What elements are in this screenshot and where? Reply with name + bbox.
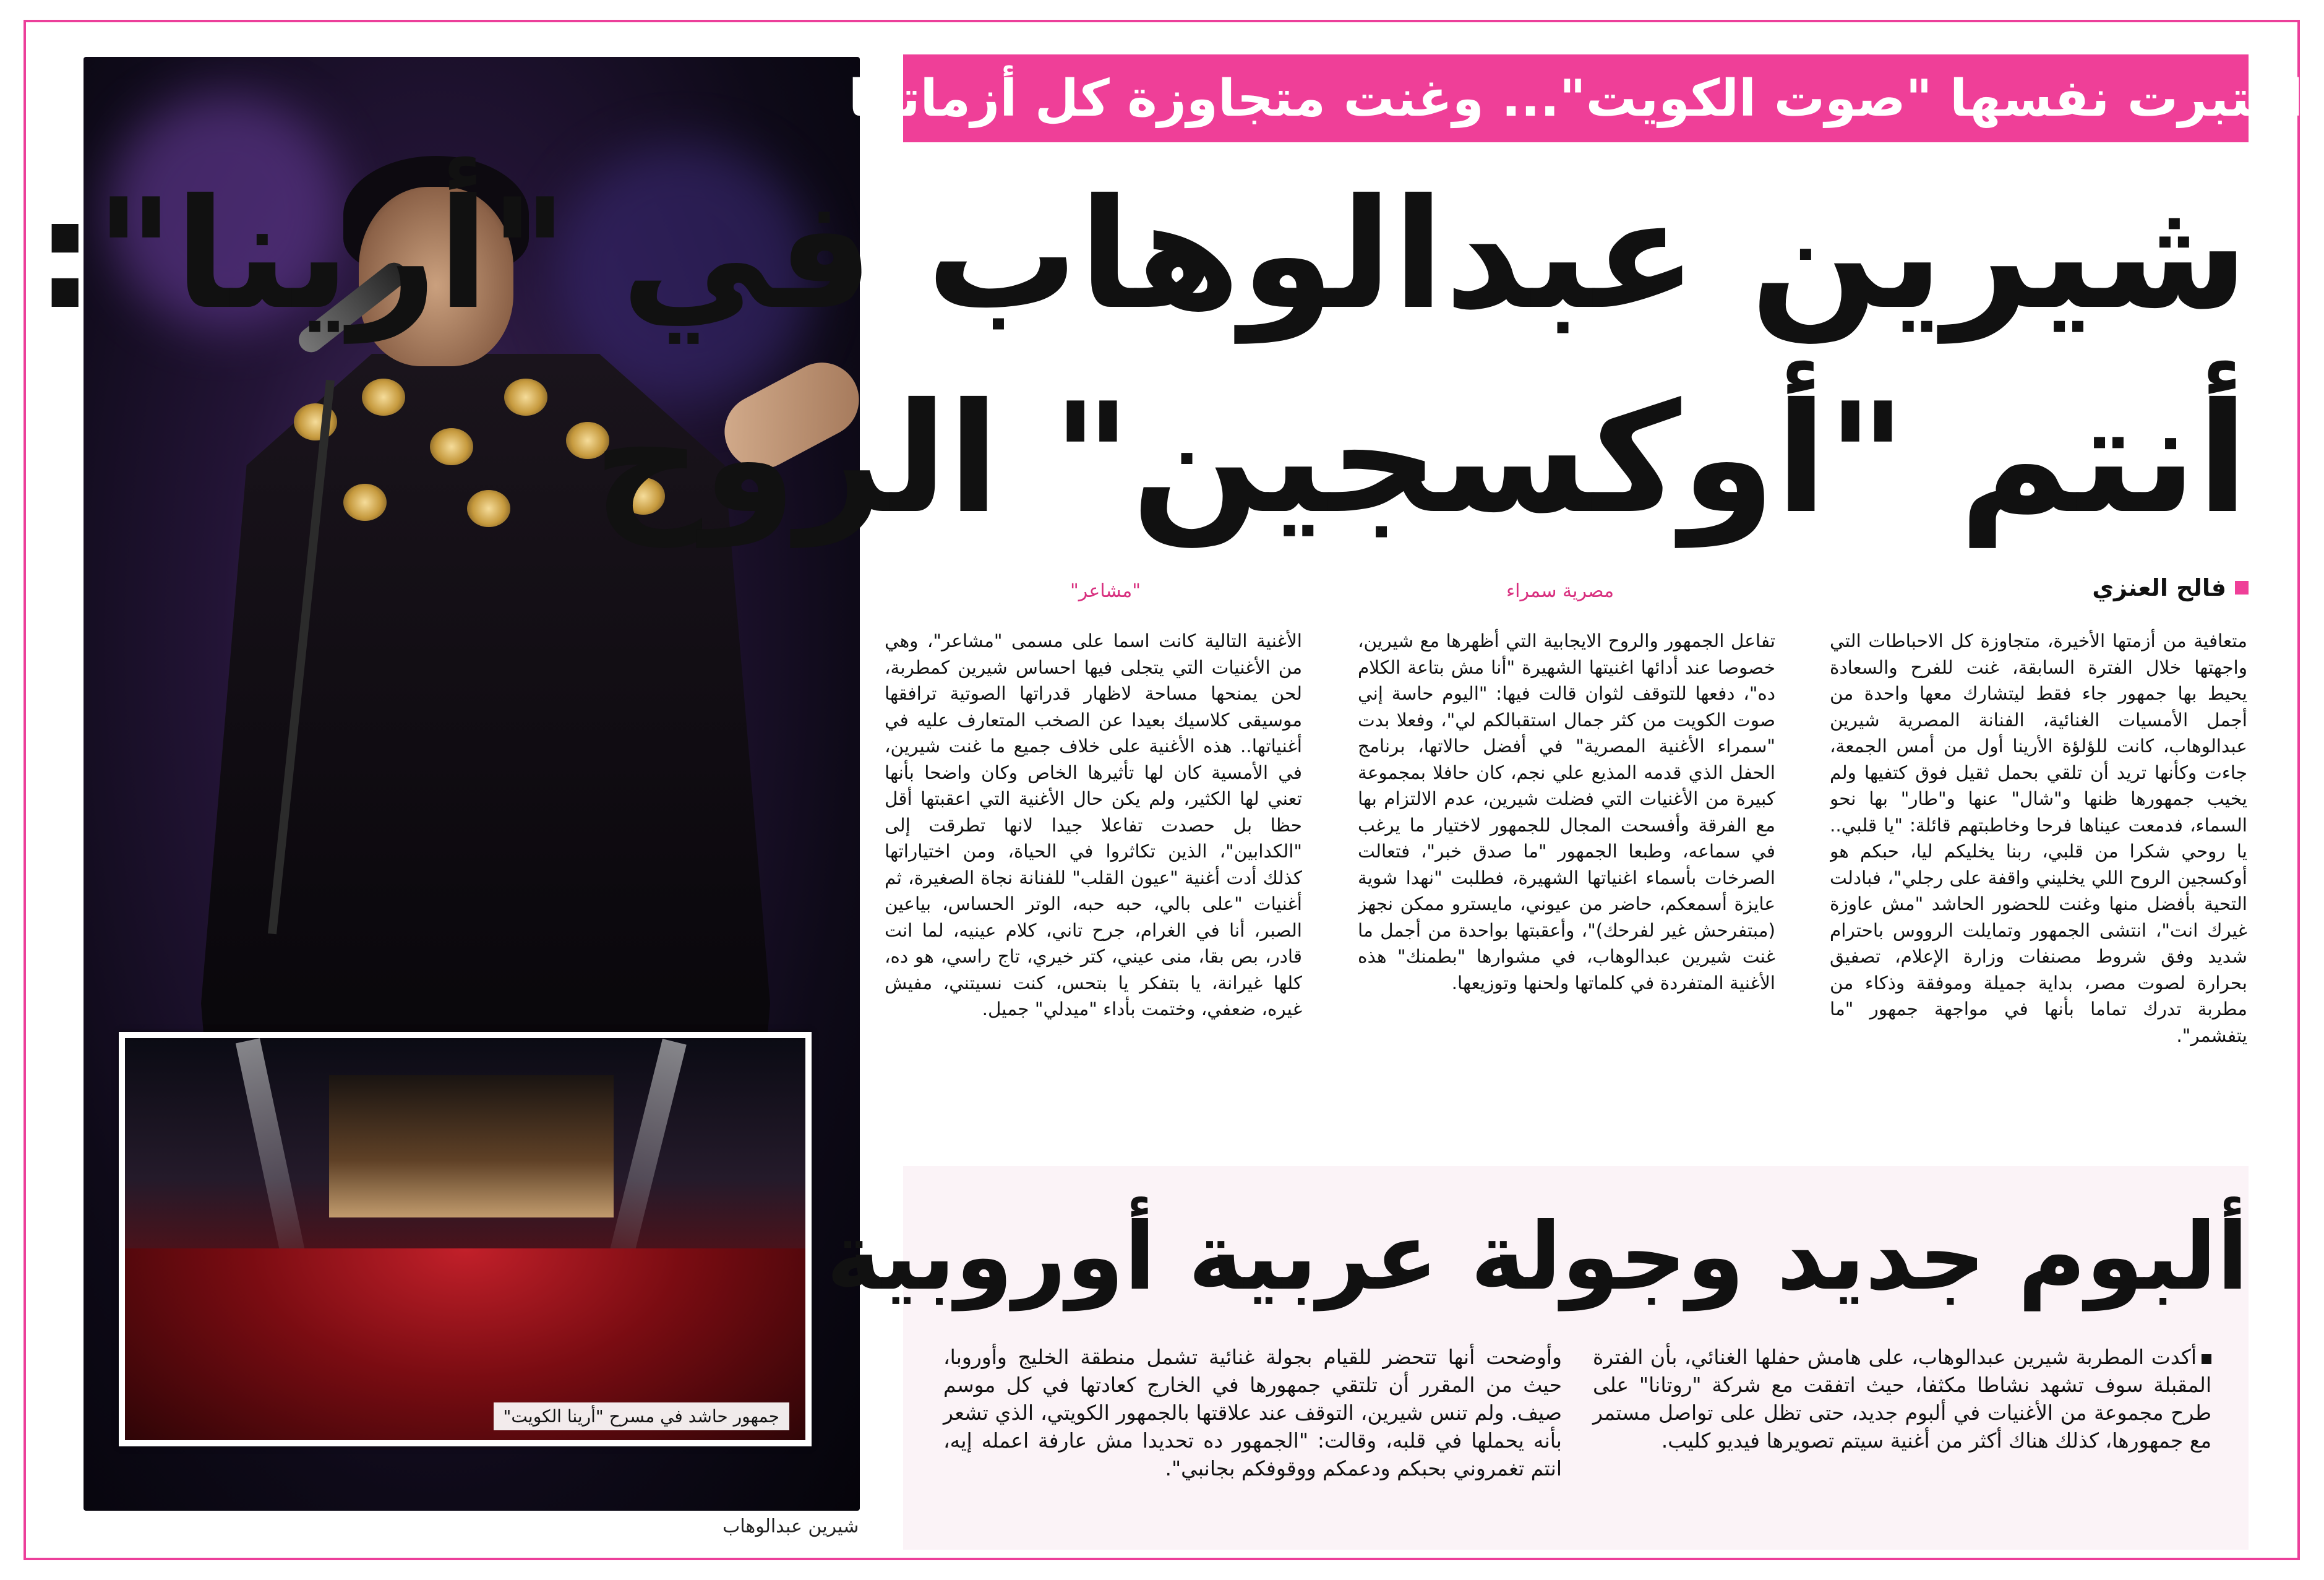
subheading-col3: "مشاعر" xyxy=(1070,580,1141,602)
photo-credit: شيرين عبدالوهاب xyxy=(722,1516,859,1537)
headline-line-2: أنتم "أوكسجين" الروح xyxy=(593,371,2249,547)
bullet-square-icon xyxy=(2202,1354,2211,1364)
dress-flower xyxy=(467,490,510,527)
article-column-3: الأغنية التالية كانت اسما على مسمى "مشاعر"، وهي من الأغنيات التي يتجلى فيها احساس شيرين كمطربة، لحن يمنحها مساحة لاظهار قدراتها الصوتية ترافقها موسيقى كلاسيك بعيدا عن الصخب المتعارف عليه في أغنياتها.. هذه الأغنية على خلاف جميع ما غنت شيرين، في الأمسية كان لها تأثيرها الخاص وكان واضحا بأنها تعني لها الكثير، ولم يكن حال الأغنية التي اعقبتها أقل حظا بل حصدت تفاعلا جيدا لانها تطرقت إلى "الكدابين"، الذين تكاثروا في الحياة، ومن اختياراتها كذلك أدت أغنية "عيون القلب" للفنانة نجاة الصغيرة، ثم أغنيات "على بالي، حبه حبه، الوتر الحساس، بياعين الصبر، أنا في الغرام، جرح تاني، كلام عينيه، لما انت قادر، بص بقا، منى عيني، كتر خيري، تاج راسي، هو ده، كلها غيرانة، يا بتفكر يا بتحس، كنت نسيتني، مفيش غيره، ضعفي، وختمت بأداء "ميدلي" جميل. xyxy=(885,630,1302,1020)
article-column-1: متعافية من أزمتها الأخيرة، متجاوزة كل الاحباطات التي واجهتها خلال الفترة السابقة، غنت للفرح والسعادة يحيط بها جمهور جاء فقط ليتشارك معها واحدة من أجمل الأمسيات الغنائية، الفنانة المصرية شيرين عبدالوهاب، كانت للؤلؤة الأرينا أول من أمس الجمعة، جاءت وكأنها تريد أن تلقي بحمل ثقيل فوق كتفيها ولم يخيب جمهورها ظنها و"شال" عنها و"طار" بها نحو السماء، فدمعت عيناها فرحا وخاطبتهم قائلة: "يا قلبي.. يا روحي شكرا من قلبي، ربنا يخليكم ليا، حبكم هو أوكسجين الروح اللي يخليني واقفة على رجلي"، فبادلت التحية بأفضل منها وغنت للحضور الحاشد "مش عاوزة غيرك انت"، انتشى الجمهور وتمايلت الرووس باحترام شديد وفق شروط مصنفات وزارة الإعلام، تصفيق بحرارة لصوت مصر، بداية جميلة وموفقة وذكاء من مطربة تدرك تماما بأنها في مواجهة جمهور "ما يتفشمر". xyxy=(1830,630,2247,1046)
box-headline: ألبوم جديد وجولة عربية أوروبية xyxy=(826,1203,2249,1311)
headline-line-1: شيرين عبدالوهاب في "أرينا": xyxy=(35,166,2249,343)
kicker-bar xyxy=(848,54,2304,142)
subheading-col2: مصرية سمراء xyxy=(1506,580,1614,602)
arena-inset-photo xyxy=(119,1032,812,1446)
arena-stage xyxy=(329,1075,614,1217)
dress-flower xyxy=(504,379,547,416)
dress-flower xyxy=(343,484,387,521)
box-column-2: وأوضحت أنها تتحضر للقيام بجولة غنائية تشمل منطقة الخليج وأوروبا، حيث من المقرر أن تلتقي جمهورها في الخارج كعادتها في كل موسم صيف. ولم تنس شيرين، التوقف عند علاقتها بالجمهور الكويتي، الذي تشعر بأنه يحملها في قلبه، وقالت: "الجمهور ده تحديدا مش عارفة اعمله إيه، انتم تغمروني بحبكم ودعمكم ووقوفكم بجانبي". xyxy=(943,1345,1562,1480)
box-column-1 xyxy=(1593,1343,2211,1454)
article-column-2: تفاعل الجمهور والروح الايجابية التي أظهرها مع شيرين، خصوصا عند أدائها اغنيتها الشهيرة "أنا مش بتاعة الكلام ده"، دفعها للتوقف لثوان قالت فيها: "اليوم حاسة إني صوت الكويت من كثر جمال استقبالكم لي"، وفعلا بدت "سمراء الأغنية المصرية" في أفضل حالاتها، برنامج الحفل الذي قدمه المذيع علي نجم، كان حافلا بمجموعة كبيرة من الأغنيات التي فضلت شيرين، عدم الالتزام بها مع الفرقة وأفسحت المجال للجمهور لاختيار ما يرغب في سماعه، وطبعا الجمهور "ما صدق خبر"، فتعالت الصرخات بأسماء اغنياتها الشهيرة، فطلبت "نهدا شوية عايزة أسمعكم، حاضر من عيوني، مايسترو ممكن نجهز (مبتفرحش غير لفرحك)"، وأعقبتها بواحدة من أجمل ما غنت شيرين عبدالوهاب، في مشوارها "بطمنك" هذه الأغنية المتفردة في كلماتها ولحنها وتوزيعها. xyxy=(1358,630,1775,994)
dress-flower xyxy=(362,379,405,416)
author-name: فالح العنزي xyxy=(2092,574,2226,601)
box-column-1-text: أكدت المطربة شيرين عبدالوهاب، على هامش حفلها الغنائي، بأن الفترة المقبلة سوف تشهد نشاطا مكثفا، حيث اتفقت مع شركة "روتانا" على طرح مجموعة من الأغنيات في ألبوم جديد، حتى تظل على تواصل مستمر مع جمهورها، كذلك هناك أكثر من أغنية سيتم تصويرها فيديو كليب. xyxy=(1593,1345,2211,1453)
dress-flower xyxy=(430,428,473,465)
bullet-square-icon xyxy=(2235,581,2249,595)
inset-caption: جمهور حاشد في مسرح "أرينا الكويت" xyxy=(494,1402,789,1430)
album-news-box xyxy=(826,1166,2249,1550)
author-byline xyxy=(2092,574,2249,601)
kicker-text: اعتبرت نفسها "صوت الكويت"... وغنت متجاوزة كل أزماتها xyxy=(848,69,2304,128)
